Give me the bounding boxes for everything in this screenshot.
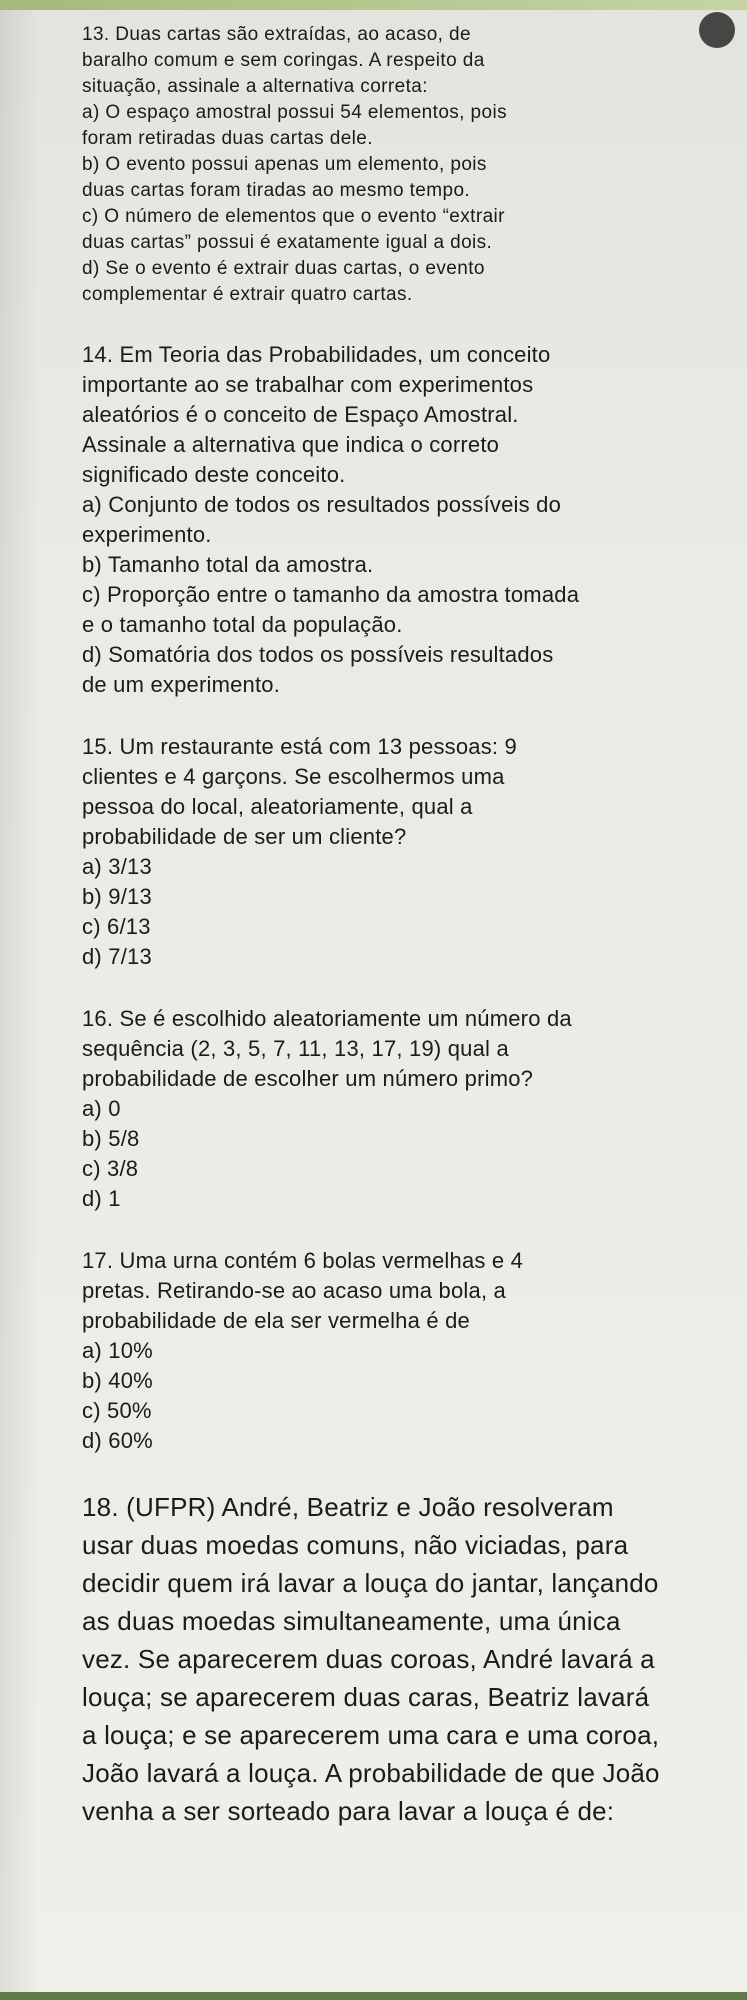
q14-line: c) Proporção entre o tamanho da amostra tomada: [82, 582, 580, 607]
bottom-edge-strip: [0, 1992, 747, 2000]
q15-line: probabilidade de ser um cliente?: [82, 824, 407, 849]
q14-line: de um experimento.: [82, 672, 281, 697]
q14-line: a) Conjunto de todos os resultados possíveis do: [82, 492, 562, 517]
q15-line: pessoa do local, aleatoriamente, qual a: [82, 794, 473, 819]
q15-line: b) 9/13: [82, 884, 152, 909]
q13-line: b) O evento possui apenas um elemento, pois: [82, 154, 487, 175]
q18-line: venha a ser sorteado para lavar a louça é de:: [82, 1796, 615, 1826]
q14-line: d) Somatória dos todos os possíveis resultados: [82, 642, 554, 667]
q14-line: 14. Em Teoria das Probabilidades, um conceito: [82, 342, 551, 367]
q18-line: louça; se aparecerem duas caras, Beatriz lavará: [82, 1682, 650, 1712]
q13-line: baralho comum e sem coringas. A respeito da: [82, 50, 485, 71]
q15-line: clientes e 4 garçons. Se escolhermos uma: [82, 764, 505, 789]
q14-line: b) Tamanho total da amostra.: [82, 552, 374, 577]
q13-line: d) Se o evento é extrair duas cartas, o evento: [82, 258, 485, 279]
q15-line: a) 3/13: [82, 854, 152, 879]
q13-line: duas cartas foram tiradas ao mesmo tempo.: [82, 180, 471, 201]
q17-line: a) 10%: [82, 1338, 153, 1363]
q14-line: aleatórios é o conceito de Espaço Amostral.: [82, 402, 519, 427]
q18-line: 18. (UFPR) André, Beatriz e João resolveram: [82, 1492, 614, 1522]
top-edge-strip: [0, 0, 747, 10]
question-13: [82, 22, 732, 308]
q17-line: c) 50%: [82, 1398, 152, 1423]
q17-line: d) 60%: [82, 1428, 153, 1453]
page-shadow: [0, 0, 40, 2000]
question-15: [82, 732, 732, 972]
question-17: [82, 1246, 732, 1456]
q13-line: c) O número de elementos que o evento “extrair: [82, 206, 505, 227]
q18-line: a louça; e se aparecerem uma cara e uma coroa,: [82, 1720, 660, 1750]
q16-line: 16. Se é escolhido aleatoriamente um número da: [82, 1006, 572, 1031]
q14-line: importante ao se trabalhar com experimentos: [82, 372, 534, 397]
q14-line: e o tamanho total da população.: [82, 612, 403, 637]
q14-line: significado deste conceito.: [82, 462, 346, 487]
q16-line: probabilidade de escolher um número primo?: [82, 1066, 534, 1091]
question-18: [82, 1488, 732, 1830]
q13-line: complementar é extrair quatro cartas.: [82, 284, 413, 305]
q18-line: João lavará a louça. A probabilidade de que João: [82, 1758, 660, 1788]
q15-line: c) 6/13: [82, 914, 151, 939]
q18-line: decidir quem irá lavar a louça do jantar, lançando: [82, 1568, 659, 1598]
q17-line: probabilidade de ela ser vermelha é de: [82, 1308, 470, 1333]
q13-line: situação, assinale a alternativa correta:: [82, 76, 428, 97]
question-16: [82, 1004, 732, 1214]
q16-line: b) 5/8: [82, 1126, 140, 1151]
q17-line: pretas. Retirando-se ao acaso uma bola, a: [82, 1278, 506, 1303]
q14-line: Assinale a alternativa que indica o correto: [82, 432, 500, 457]
q18-line: usar duas moedas comuns, não viciadas, para: [82, 1530, 629, 1560]
q17-line: b) 40%: [82, 1368, 153, 1393]
q16-line: c) 3/8: [82, 1156, 139, 1181]
q17-line: 17. Uma urna contém 6 bolas vermelhas e 4: [82, 1248, 524, 1273]
q13-line: duas cartas” possui é exatamente igual a dois.: [82, 232, 493, 253]
q18-line: as duas moedas simultaneamente, uma única: [82, 1606, 621, 1636]
q16-line: d) 1: [82, 1186, 121, 1211]
q14-line: experimento.: [82, 522, 212, 547]
question-14: [82, 340, 732, 700]
q13-line: 13. Duas cartas são extraídas, ao acaso, de: [82, 24, 471, 45]
q18-line: vez. Se aparecerem duas coroas, André lavará a: [82, 1644, 655, 1674]
q15-line: d) 7/13: [82, 944, 152, 969]
q16-line: sequência (2, 3, 5, 7, 11, 13, 17, 19) qual a: [82, 1036, 509, 1061]
q13-line: foram retiradas duas cartas dele.: [82, 128, 373, 149]
q15-line: 15. Um restaurante está com 13 pessoas: 9: [82, 734, 517, 759]
q16-line: a) 0: [82, 1096, 121, 1121]
question-list: [82, 22, 732, 1862]
q13-line: a) O espaço amostral possui 54 elementos, pois: [82, 102, 507, 123]
